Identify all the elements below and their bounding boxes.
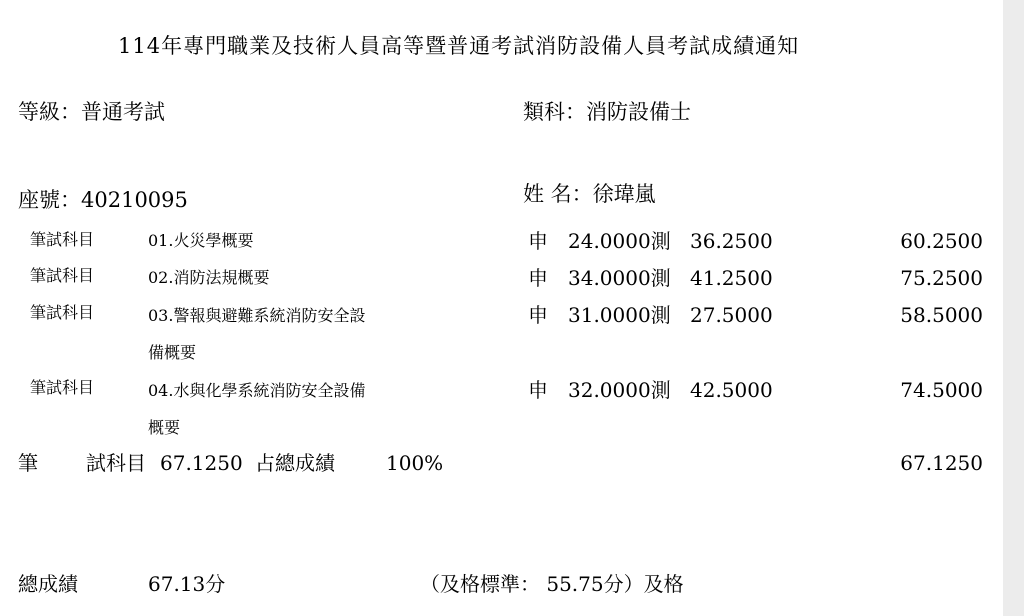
name-value: 徐瑋嵐 [592, 182, 656, 206]
category-value: 消防設備士 [586, 100, 691, 124]
subject-flag: 申 [528, 378, 548, 402]
subject-name: 04.水與化學系統消防安全設備 [148, 381, 366, 400]
written-summary-weight: 100% [386, 451, 444, 475]
subject-flag: 申 [528, 266, 548, 290]
subject-score-a: 34.0000測 [568, 266, 671, 290]
written-summary-weighted: 67.1250 [900, 451, 983, 475]
subject-score-a: 31.0000測 [568, 303, 671, 327]
subject-total: 74.5000 [900, 378, 983, 402]
subject-flag: 申 [528, 303, 548, 327]
subject-score-b: 41.2500 [690, 266, 773, 290]
subject-total: 58.5000 [900, 303, 983, 327]
category-label: 類科： [523, 100, 586, 124]
written-summary-label: 試科目 [86, 451, 146, 475]
subject-score-b: 36.2500 [690, 229, 773, 253]
name-field [523, 184, 656, 205]
subject-score-b: 27.5000 [690, 303, 773, 327]
seat-field [18, 190, 188, 211]
written-summary-score: 67.1250 [160, 451, 243, 475]
level-value: 普通考試 [81, 100, 165, 124]
subject-name: 01.火災學概要 [148, 231, 254, 250]
seat-value: 40210095 [81, 188, 188, 212]
category-field [523, 102, 691, 123]
subject-total: 60.2500 [900, 229, 983, 253]
subject-type: 筆試科目 [30, 378, 95, 397]
level-field [18, 102, 165, 123]
subject-score-b: 42.5000 [690, 378, 773, 402]
written-summary-weight-label: 占總成績 [255, 451, 335, 475]
subject-flag: 申 [528, 229, 548, 253]
subject-score-a: 24.0000測 [568, 229, 671, 253]
subject-score-a: 32.0000測 [568, 378, 671, 402]
subject-type: 筆試科目 [30, 266, 95, 285]
level-label: 等級： [18, 100, 81, 124]
subject-name: 03.警報與避難系統消防安全設 [148, 306, 366, 325]
subject-total: 75.2500 [900, 266, 983, 290]
page-title: 114年專門職業及技術人員高等暨普通考試消防設備人員考試成績通知 [118, 34, 800, 58]
subject-type: 筆試科目 [30, 303, 95, 322]
final-label: 總成績 [18, 572, 78, 596]
final-score: 67.13分 [148, 572, 226, 596]
subject-name-cont: 備概要 [148, 343, 197, 362]
page-edge [1003, 0, 1024, 616]
subject-type: 筆試科目 [30, 230, 95, 249]
written-summary-char: 筆 [18, 451, 38, 475]
final-pass-text: （及格標準： 55.75分）及格 [420, 572, 684, 596]
name-label: 姓 名： [523, 182, 593, 206]
subject-name: 02.消防法規概要 [148, 268, 270, 287]
seat-label: 座號： [18, 188, 81, 212]
subject-name-cont: 概要 [148, 418, 181, 437]
